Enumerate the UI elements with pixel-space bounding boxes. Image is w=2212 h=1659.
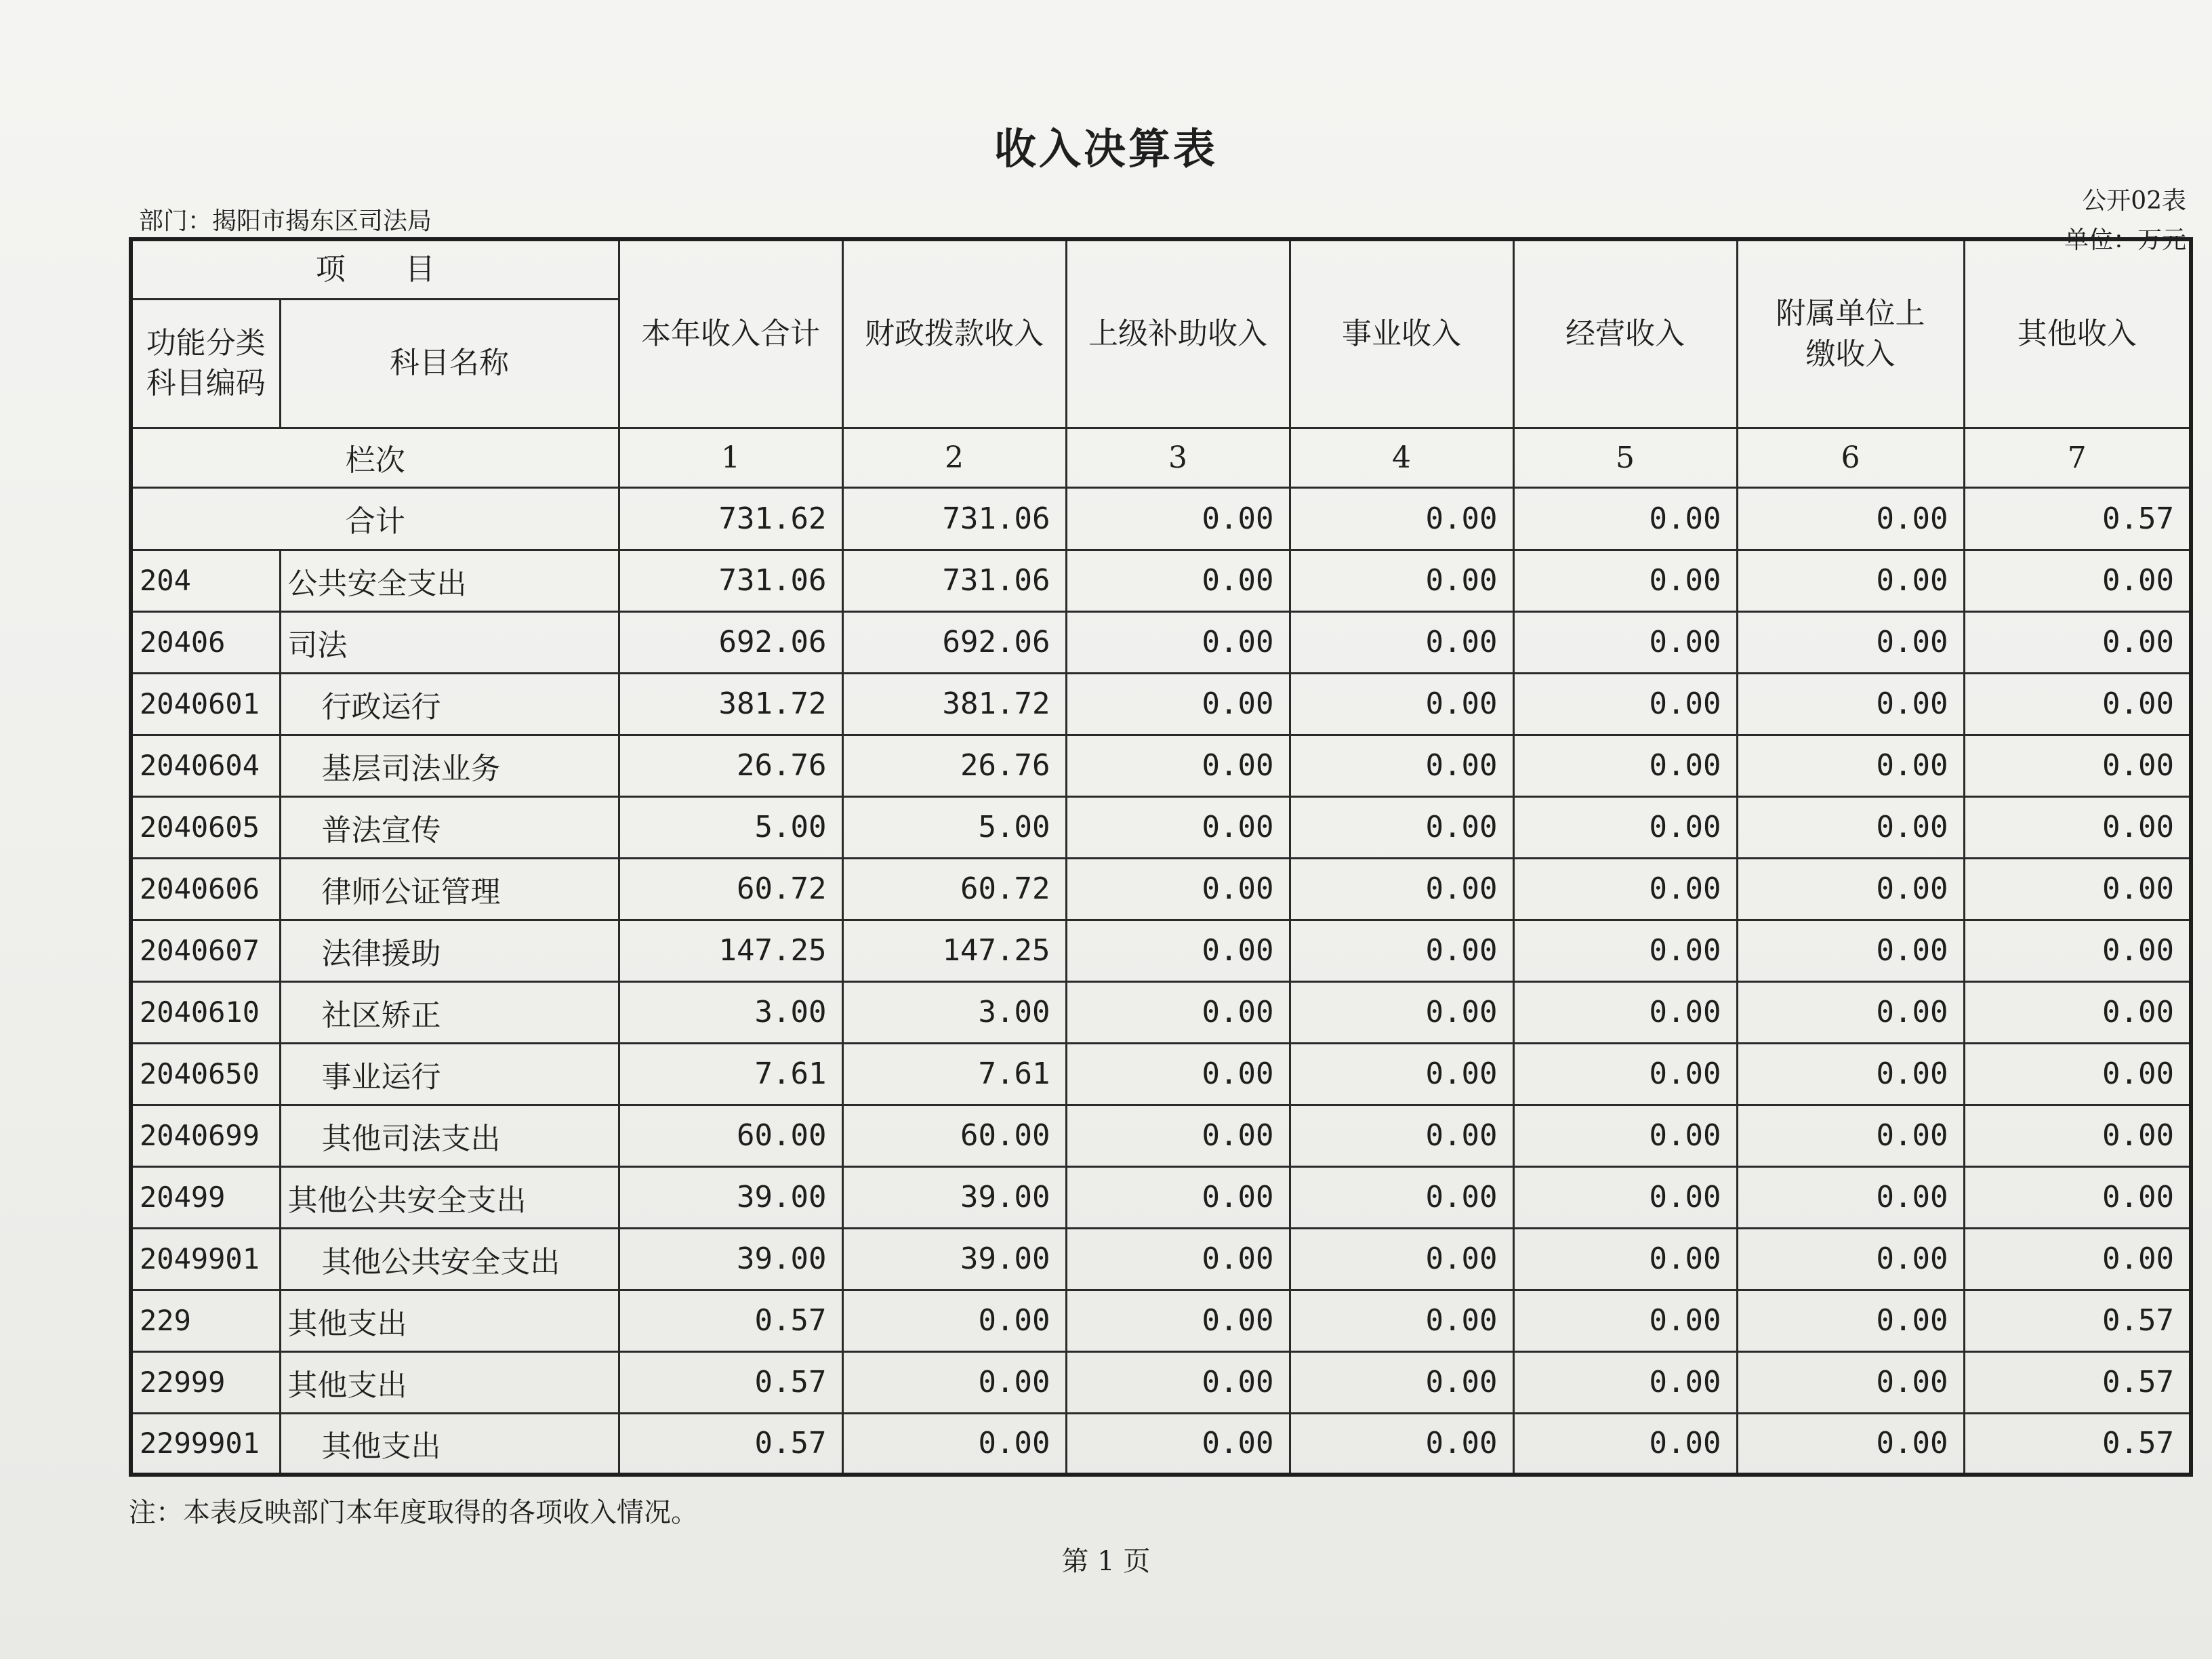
- subject-code: 20499: [131, 1166, 280, 1228]
- value-cell: 39.00: [619, 1166, 842, 1228]
- subject-name: 其他公共安全支出: [280, 1228, 619, 1290]
- value-cell: 0.57: [619, 1351, 842, 1413]
- subject-code: 2040607: [131, 920, 280, 981]
- subject-code: 2040601: [131, 673, 280, 735]
- value-cell: 0.00: [1066, 920, 1290, 981]
- value-cell: 0.00: [1066, 858, 1290, 920]
- value-cell: 147.25: [619, 920, 842, 981]
- value-cell: 0.00: [1513, 1351, 1737, 1413]
- value-cell: 0.00: [1066, 1290, 1290, 1351]
- row-label: 栏次: [131, 428, 619, 487]
- subject-code: 204: [131, 550, 280, 611]
- total-value: 0.00: [1737, 487, 1964, 550]
- value-cell: 60.72: [842, 858, 1066, 920]
- col-header-7: 其他收入: [1964, 239, 2191, 428]
- value-cell: 147.25: [842, 920, 1066, 981]
- value-cell: 7.61: [842, 1043, 1066, 1105]
- value-cell: 692.06: [619, 611, 842, 673]
- value-cell: 60.00: [619, 1105, 842, 1166]
- value-cell: 381.72: [619, 673, 842, 735]
- table-row: [131, 858, 2191, 920]
- value-cell: 0.00: [1513, 796, 1737, 858]
- value-cell: 0.00: [842, 1351, 1066, 1413]
- value-cell: 0.00: [1066, 611, 1290, 673]
- value-cell: 7.61: [619, 1043, 842, 1105]
- col-number-7: 7: [1964, 428, 2191, 487]
- subject-code: 2049901: [131, 1228, 280, 1290]
- report-title: 收入决算表: [994, 124, 1218, 173]
- value-cell: 0.00: [1066, 1228, 1290, 1290]
- subject-name: 公共安全支出: [280, 550, 619, 611]
- value-cell: 731.06: [619, 550, 842, 611]
- income-table: [129, 237, 2193, 1477]
- table-row: [131, 1413, 2191, 1475]
- total-value: 0.00: [1513, 487, 1737, 550]
- subject-name: 社区矫正: [280, 981, 619, 1043]
- value-cell: 0.00: [1964, 1228, 2191, 1290]
- col-number-5: 5: [1513, 428, 1737, 487]
- subject-name: 其他司法支出: [280, 1105, 619, 1166]
- value-cell: 0.00: [1513, 673, 1737, 735]
- value-cell: 0.00: [1066, 1043, 1290, 1105]
- value-cell: 3.00: [619, 981, 842, 1043]
- subject-code: 2040606: [131, 858, 280, 920]
- value-cell: 26.76: [619, 735, 842, 796]
- value-cell: 0.00: [1964, 673, 2191, 735]
- subject-code: 2040699: [131, 1105, 280, 1166]
- value-cell: 0.00: [1737, 1351, 1964, 1413]
- value-cell: 0.00: [1737, 1290, 1964, 1351]
- table-row: [131, 1290, 2191, 1351]
- value-cell: 0.00: [1290, 735, 1513, 796]
- total-value: 731.62: [619, 487, 842, 550]
- subject-name: 律师公证管理: [280, 858, 619, 920]
- value-cell: 0.00: [1513, 611, 1737, 673]
- value-cell: 0.00: [1737, 673, 1964, 735]
- value-cell: 0.00: [1737, 858, 1964, 920]
- value-cell: 0.00: [1737, 735, 1964, 796]
- value-cell: 39.00: [842, 1228, 1066, 1290]
- value-cell: 0.00: [1290, 920, 1513, 981]
- value-cell: 0.00: [1964, 981, 2191, 1043]
- value-cell: 0.00: [842, 1413, 1066, 1475]
- value-cell: 0.00: [842, 1290, 1066, 1351]
- value-cell: 0.00: [1964, 1105, 2191, 1166]
- value-cell: 692.06: [842, 611, 1066, 673]
- subject-code: 2040605: [131, 796, 280, 858]
- value-cell: 0.00: [1513, 858, 1737, 920]
- subject-name: 普法宣传: [280, 796, 619, 858]
- unit-label: 单位：万元: [2064, 226, 2186, 254]
- table-row: [131, 1043, 2191, 1105]
- table-row: [131, 1351, 2191, 1413]
- value-cell: 0.00: [1513, 981, 1737, 1043]
- value-cell: 0.00: [1066, 1105, 1290, 1166]
- total-label: 合计: [131, 487, 619, 550]
- value-cell: 0.00: [1513, 920, 1737, 981]
- value-cell: 0.00: [1964, 858, 2191, 920]
- table-note: 注：本表反映部门本年度取得的各项收入情况。: [129, 1497, 698, 1528]
- value-cell: 60.00: [842, 1105, 1066, 1166]
- value-cell: 381.72: [842, 673, 1066, 735]
- value-cell: 0.00: [1737, 1413, 1964, 1475]
- table-row: [131, 550, 2191, 611]
- value-cell: 0.00: [1290, 1228, 1513, 1290]
- form-number: 公开02表: [2082, 187, 2186, 215]
- value-cell: 0.00: [1290, 858, 1513, 920]
- value-cell: 0.00: [1290, 796, 1513, 858]
- value-cell: 731.06: [842, 550, 1066, 611]
- value-cell: 0.00: [1290, 1105, 1513, 1166]
- value-cell: 0.00: [1964, 796, 2191, 858]
- value-cell: 0.00: [1513, 1043, 1737, 1105]
- subject-code: 229: [131, 1290, 280, 1351]
- col-header-5: 经营收入: [1513, 239, 1737, 428]
- col-number-6: 6: [1737, 428, 1964, 487]
- table-row: [131, 735, 2191, 796]
- value-cell: 0.00: [1290, 1166, 1513, 1228]
- table-row: [131, 1105, 2191, 1166]
- value-cell: 5.00: [619, 796, 842, 858]
- value-cell: 39.00: [842, 1166, 1066, 1228]
- subject-name: 其他支出: [280, 1413, 619, 1475]
- value-cell: 0.00: [1964, 735, 2191, 796]
- value-cell: 26.76: [842, 735, 1066, 796]
- col-header-1: 本年收入合计: [619, 239, 842, 428]
- total-value: 0.00: [1066, 487, 1290, 550]
- value-cell: 0.00: [1964, 1043, 2191, 1105]
- col-header-2: 财政拨款收入: [842, 239, 1066, 428]
- value-cell: 0.00: [1737, 611, 1964, 673]
- value-cell: 0.00: [1066, 1166, 1290, 1228]
- table-row: [131, 611, 2191, 673]
- col-number-3: 3: [1066, 428, 1290, 487]
- page-number: 第 1 页: [1061, 1546, 1151, 1577]
- subject-code: 2040604: [131, 735, 280, 796]
- value-cell: 0.57: [619, 1413, 842, 1475]
- table-row: [131, 981, 2191, 1043]
- value-cell: 0.00: [1290, 550, 1513, 611]
- func-code-header: 功能分类科目编码: [131, 299, 280, 428]
- subject-name-header: 科目名称: [280, 299, 619, 428]
- value-cell: 0.00: [1290, 1351, 1513, 1413]
- value-cell: 0.00: [1737, 1043, 1964, 1105]
- value-cell: 0.00: [1066, 1351, 1290, 1413]
- total-value: 0.57: [1964, 487, 2191, 550]
- value-cell: 0.00: [1737, 796, 1964, 858]
- total-row: [131, 487, 2191, 550]
- value-cell: 5.00: [842, 796, 1066, 858]
- table-row: [131, 1228, 2191, 1290]
- value-cell: 0.00: [1737, 550, 1964, 611]
- subject-name: 事业运行: [280, 1043, 619, 1105]
- value-cell: 60.72: [619, 858, 842, 920]
- col-header-3: 上级补助收入: [1066, 239, 1290, 428]
- value-cell: 0.00: [1513, 1166, 1737, 1228]
- value-cell: 0.00: [1290, 1290, 1513, 1351]
- value-cell: 0.00: [1290, 981, 1513, 1043]
- subject-code: 2040610: [131, 981, 280, 1043]
- value-cell: 0.00: [1066, 1413, 1290, 1475]
- col-header-6: 附属单位上缴收入: [1737, 239, 1964, 428]
- table-row: [131, 796, 2191, 858]
- col-number-2: 2: [842, 428, 1066, 487]
- subject-name: 基层司法业务: [280, 735, 619, 796]
- value-cell: 3.00: [842, 981, 1066, 1043]
- value-cell: 0.00: [1290, 1043, 1513, 1105]
- value-cell: 0.00: [1066, 735, 1290, 796]
- department-label: 部门：揭阳市揭东区司法局: [139, 207, 432, 235]
- value-cell: 0.00: [1513, 1228, 1737, 1290]
- subject-name: 其他支出: [280, 1351, 619, 1413]
- value-cell: 0.00: [1964, 1166, 2191, 1228]
- subject-code: 2040650: [131, 1043, 280, 1105]
- value-cell: 0.00: [1066, 796, 1290, 858]
- value-cell: 0.00: [1513, 1413, 1737, 1475]
- table-row: [131, 920, 2191, 981]
- subject-name: 其他支出: [280, 1290, 619, 1351]
- value-cell: 0.00: [1737, 920, 1964, 981]
- subject-name: 其他公共安全支出: [280, 1166, 619, 1228]
- table-row: [131, 1166, 2191, 1228]
- value-cell: 0.57: [1964, 1351, 2191, 1413]
- subject-name: 行政运行: [280, 673, 619, 735]
- value-cell: 0.00: [1290, 1413, 1513, 1475]
- value-cell: 0.00: [1066, 673, 1290, 735]
- total-value: 0.00: [1290, 487, 1513, 550]
- value-cell: 0.00: [1066, 981, 1290, 1043]
- value-cell: 0.57: [1964, 1290, 2191, 1351]
- value-cell: 39.00: [619, 1228, 842, 1290]
- subject-name: 法律援助: [280, 920, 619, 981]
- subject-name: 司法: [280, 611, 619, 673]
- value-cell: 0.00: [1737, 1228, 1964, 1290]
- col-number-4: 4: [1290, 428, 1513, 487]
- value-cell: 0.00: [1737, 1166, 1964, 1228]
- col-number-1: 1: [619, 428, 842, 487]
- value-cell: 0.00: [1290, 673, 1513, 735]
- value-cell: 0.00: [1964, 920, 2191, 981]
- subject-code: 22999: [131, 1351, 280, 1413]
- value-cell: 0.00: [1066, 550, 1290, 611]
- value-cell: 0.00: [1737, 981, 1964, 1043]
- subject-code: 2299901: [131, 1413, 280, 1475]
- value-cell: 0.57: [1964, 1413, 2191, 1475]
- value-cell: 0.00: [1964, 611, 2191, 673]
- value-cell: 0.00: [1513, 1290, 1737, 1351]
- value-cell: 0.00: [1290, 611, 1513, 673]
- value-cell: 0.00: [1737, 1105, 1964, 1166]
- item-header: 项 目: [131, 239, 619, 299]
- subject-code: 20406: [131, 611, 280, 673]
- total-value: 731.06: [842, 487, 1066, 550]
- table-row: [131, 673, 2191, 735]
- value-cell: 0.57: [619, 1290, 842, 1351]
- value-cell: 0.00: [1513, 1105, 1737, 1166]
- value-cell: 0.00: [1513, 735, 1737, 796]
- col-header-4: 事业收入: [1290, 239, 1513, 428]
- value-cell: 0.00: [1513, 550, 1737, 611]
- value-cell: 0.00: [1964, 550, 2191, 611]
